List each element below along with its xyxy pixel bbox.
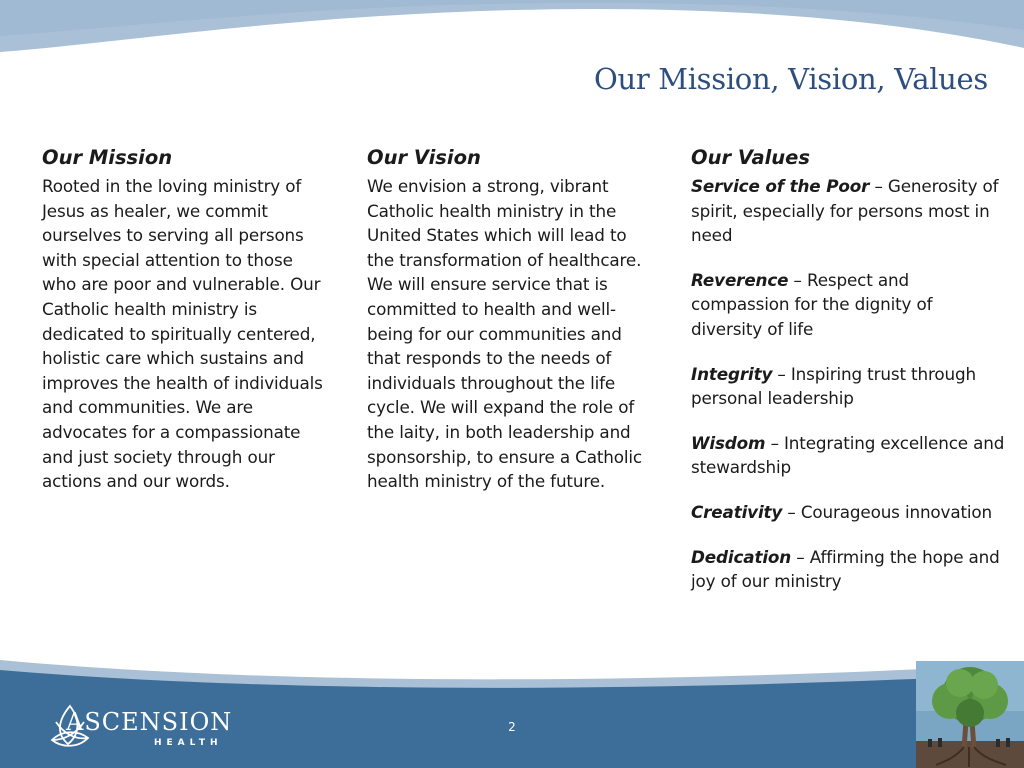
logo-subword: HEALTH: [154, 738, 223, 748]
value-desc: – Respect and compassion for the dignity of diversity of life: [691, 269, 933, 339]
values-column: [691, 144, 1007, 614]
value-item-creativity: [691, 500, 1007, 525]
vision-body: We envision a strong, vibrant Catholic health ministry in the United States which will lead to the transformation of healthcare. We will ensure service that is committed to health and well-being for our communities and that responds to the needs of individuals throughout the life cycle. We will expand the role of the laity, in both leadership and sponsorship, to ensure a Catholic health ministry of the future.: [367, 176, 642, 492]
mission-body: Rooted in the loving ministry of Jesus as healer, we commit ourselves to serving all persons with special attention to those who are poor and vulnerable. Our Catholic health ministry is dedicated to spiritually centered, holistic care which sustains and improves the health of individuals and communities. We are advocates for a compassionate and just society through our actions and our words.: [42, 176, 323, 492]
value-term: Integrity: [691, 363, 773, 384]
value-item-dedication: [691, 545, 1007, 594]
page-number: 2: [508, 720, 516, 734]
logo-wordmark: ASCENSION: [66, 708, 233, 736]
tree-image-icon: [916, 661, 1024, 768]
slide-title: Our Mission, Vision, Values: [593, 62, 988, 96]
value-item-service: [691, 174, 1007, 248]
mission-column: [42, 144, 332, 494]
value-desc: – Affirming the hope and joy of our ministry: [691, 546, 1000, 592]
value-term: Wisdom: [691, 432, 766, 453]
vision-heading: Our Vision: [367, 146, 481, 169]
value-desc: – Generosity of spirit, especially for persons most in need: [691, 176, 999, 246]
top-wave-band: [0, 0, 1024, 70]
value-term: Service of the Poor: [691, 176, 870, 196]
value-desc: – Inspiring trust through personal leadership: [691, 363, 976, 409]
value-item-wisdom: [691, 431, 1007, 480]
values-heading: Our Values: [691, 146, 810, 169]
mission-heading: Our Mission: [42, 146, 173, 169]
value-term: Reverence: [691, 269, 789, 290]
vision-column: [367, 144, 657, 494]
value-term: Creativity: [691, 501, 783, 522]
value-term: Dedication: [691, 546, 792, 567]
ascension-health-logo: [48, 700, 248, 752]
value-item-integrity: [691, 362, 1007, 411]
value-item-reverence: [691, 268, 1007, 342]
value-desc: – Integrating excellence and stewardship: [691, 432, 1005, 478]
value-desc: – Courageous innovation: [782, 501, 993, 522]
